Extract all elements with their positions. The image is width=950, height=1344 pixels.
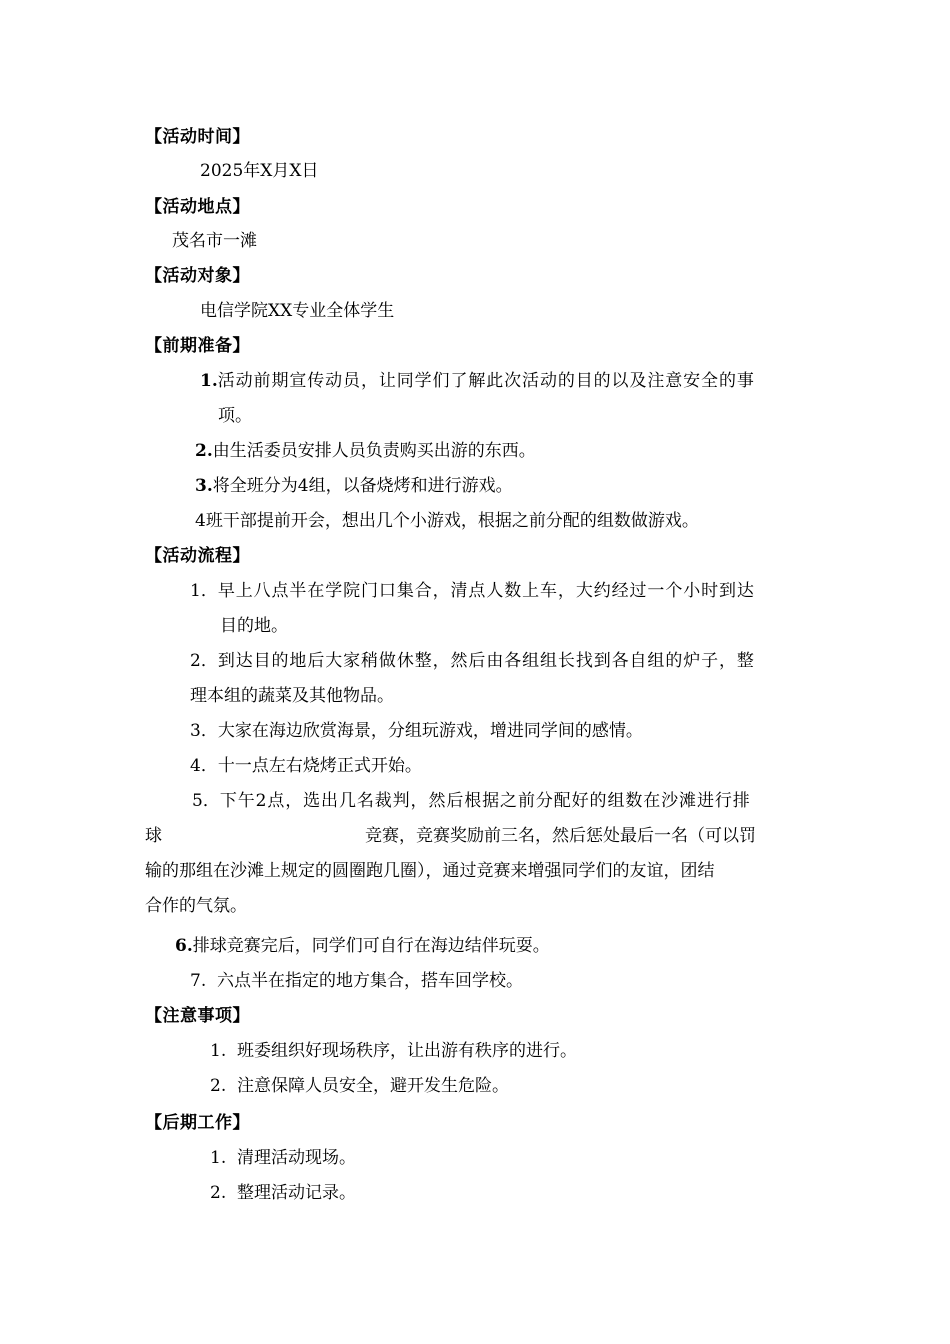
notes-item-2 — [210, 1075, 509, 1097]
flow-item-5-cont-a: 球 — [145, 826, 162, 846]
flow-item-3 — [190, 720, 643, 742]
flow-item-7 — [190, 970, 523, 992]
prep-item-text: 活动前期宣传动员，让同学们了解此次活动的目的以及注意安全的事 — [217, 371, 755, 391]
post-item-text: 整理活动记录。 — [237, 1183, 357, 1203]
flow-item-number: 4． — [190, 756, 218, 776]
prep-item-text: 将全班分为4组，以备烧烤和进行游戏。 — [212, 476, 513, 496]
flow-item-1 — [190, 580, 755, 602]
section-heading-location: 【活动地点】 — [145, 197, 250, 217]
prep-item-1 — [200, 370, 755, 392]
post-item-1 — [210, 1147, 356, 1169]
post-item-number: 2. — [210, 1183, 227, 1203]
section-heading-time: 【活动时间】 — [145, 127, 250, 147]
flow-item-5 — [192, 790, 751, 812]
section-heading-audience: 【活动对象】 — [145, 266, 250, 286]
post-item-number: 1. — [210, 1148, 227, 1168]
notes-item-number: 2. — [210, 1076, 227, 1096]
prep-item-4: 4班干部提前开会，想出几个小游戏，根据之前分配的组数做游戏。 — [195, 511, 699, 531]
flow-item-number: 3． — [190, 721, 218, 741]
flow-item-number: 6. — [175, 936, 193, 956]
flow-item-text: 大家在海边欣赏海景，分组玩游戏，增进同学间的感情。 — [217, 721, 643, 741]
prep-item-number: 1. — [200, 371, 218, 391]
flow-item-number: 2． — [190, 651, 218, 671]
flow-item-text: 六点半在指定的地方集合，搭车回学校。 — [217, 971, 524, 991]
prep-item-text: 由生活委员安排人员负责购买出游的东西。 — [212, 441, 536, 461]
section-heading-post: 【后期工作】 — [145, 1113, 250, 1133]
location-content: 茂名市一滩 — [172, 231, 257, 251]
notes-item-number: 1. — [210, 1041, 227, 1061]
flow-item-number: 7. — [190, 971, 207, 991]
flow-item-4 — [190, 755, 422, 777]
flow-item-text: 排球竞赛完后，同学们可自行在海边结伴玩耍。 — [192, 936, 550, 956]
flow-item-text: 十一点左右烧烤正式开始。 — [217, 756, 422, 776]
section-heading-prep: 【前期准备】 — [145, 336, 250, 356]
prep-item-number: 3. — [195, 476, 213, 496]
section-heading-flow: 【活动流程】 — [145, 546, 250, 566]
notes-item-text: 班委组织好现场秩序，让出游有秩序的进行。 — [237, 1041, 578, 1061]
prep-item-1-cont: 项。 — [218, 406, 252, 426]
notes-item-text: 注意保障人员安全，避开发生危险。 — [237, 1076, 510, 1096]
flow-item-5-cont-b: 竞赛，竞赛奖励前三名，然后惩处最后一名（可以罚 — [365, 826, 756, 846]
flow-item-text: 早上八点半在学院门口集合，清点人数上车，大约经过一个小时到达 — [217, 581, 755, 601]
notes-item-1 — [210, 1040, 577, 1062]
prep-item-3 — [195, 475, 513, 497]
flow-item-2-cont: 理本组的蔬菜及其他物品。 — [190, 686, 394, 706]
post-item-2 — [210, 1182, 356, 1204]
section-heading-notes: 【注意事项】 — [145, 1006, 250, 1026]
flow-item-5-cont-d: 合作的气氛。 — [145, 896, 247, 916]
flow-item-2 — [190, 650, 755, 672]
flow-item-number: 5． — [192, 791, 220, 811]
flow-item-text: 到达目的地后大家稍做休整，然后由各组组长找到各自组的炉子，整 — [217, 651, 755, 671]
flow-item-text: 下午2点，选出几名裁判，然后根据之前分配好的组数在沙滩进行排 — [219, 791, 751, 811]
prep-item-number: 2. — [195, 441, 213, 461]
flow-item-5-cont-c: 输的那组在沙滩上规定的圆圈跑几圈），通过竞赛来增强同学们的友谊，团结 — [145, 861, 715, 881]
flow-item-6 — [175, 935, 550, 957]
flow-item-number: 1． — [190, 581, 218, 601]
prep-item-2 — [195, 440, 536, 462]
post-item-text: 清理活动现场。 — [237, 1148, 357, 1168]
audience-content: 电信学院XX专业全体学生 — [200, 301, 395, 321]
time-content: 2025年X月X日 — [200, 161, 319, 181]
flow-item-1-cont: 目的地。 — [220, 616, 288, 636]
